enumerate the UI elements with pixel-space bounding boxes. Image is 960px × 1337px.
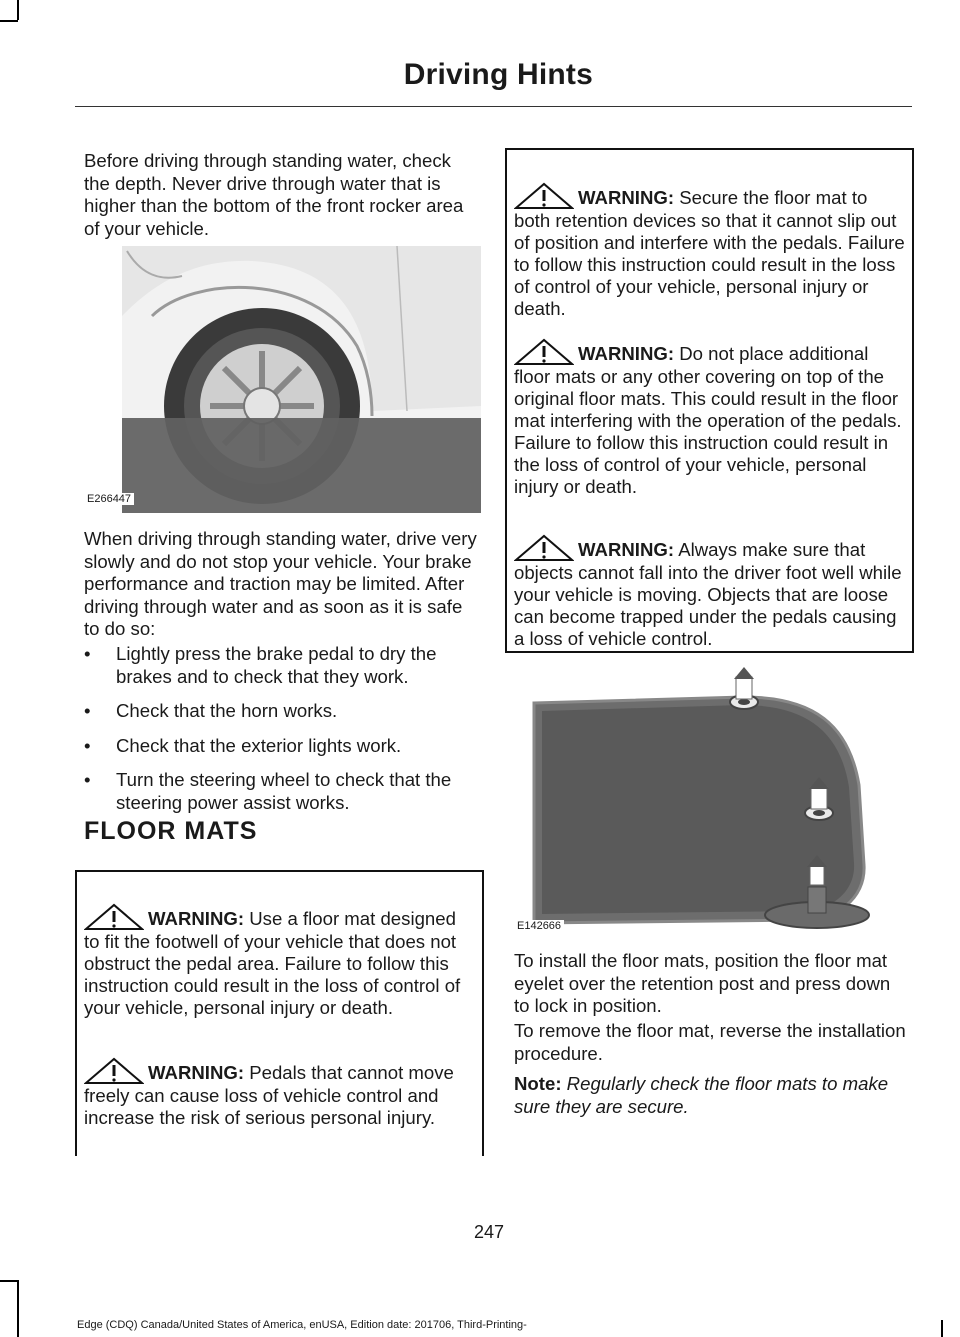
intro-paragraph: Before driving through standing water, check the depth. Never drive through water that is higher than the bottom of the front rocker area of your vehicle. (84, 150, 464, 239)
warning-additional-mats: WARNING: Do not place additional floor mats or any other covering on top of the original floor mats. This could result in the floor mat interfering with the operation of the pedals. Failure to follow this instruction could result in the loss of control of your vehicle, personal injury or death. (514, 338, 907, 498)
list-item: • Check that the exterior lights work. (84, 734, 402, 756)
standing-water-paragraph: When driving through standing water, drive very slowly and do not stop your vehicle. Your brake performance and traction may be limited. After driving through water and as soon as it is safe to do so: (84, 528, 477, 639)
page-number: 247 (474, 1222, 505, 1242)
warning-triangle-icon (84, 1057, 144, 1085)
warning-triangle-icon (514, 182, 574, 210)
warning-secure-floor-mat: WARNING: Secure the floor mat to both retention devices so that it cannot slip out of position and interfere with the pedals. Failure to follow this instruction could result in the loss of control of your vehicle, personal injury or death. (514, 182, 907, 320)
install-paragraph: To install the floor mats, position the floor mat eyelet over the retention post and press down to lock in position. (514, 950, 891, 1016)
car-wheel-illustration (122, 246, 481, 513)
crop-mark (17, 1280, 19, 1337)
list-item: • Lightly press the brake pedal to dry the brakes and to check that they work. (84, 643, 437, 687)
footer-edition-info: Edge (CDQ) Canada/United States of America, enUSA, Edition date: 201706, Third-Printing- (77, 1319, 527, 1331)
list-item: • Check that the horn works. (84, 700, 338, 721)
crop-mark (941, 1320, 943, 1337)
warning-loose-objects: WARNING: Always make sure that objects cannot fall into the driver foot well while your vehicle is moving. Objects that are loose can become trapped under the pedals causing a loss of vehicle control. (514, 534, 907, 650)
section-heading: FLOOR MATS (84, 817, 258, 845)
crop-mark (17, 0, 19, 20)
warning-triangle-icon (84, 903, 144, 931)
floor-mat-figure (514, 665, 910, 935)
figure-id-label: E266447 (84, 493, 134, 505)
floor-mat-illustration (514, 665, 910, 935)
header-divider (75, 106, 912, 107)
figure-id-label: E142666 (514, 920, 564, 932)
warning-triangle-icon (514, 338, 574, 366)
warning-floor-mat-fit: WARNING: Use a floor mat designed to fit the footwell of your vehicle that does not obstruct the pedal area. Failure to follow this instruction could result in the loss of control of your vehicle, personal injury or death. (84, 903, 476, 1019)
after-water-checklist (84, 643, 482, 826)
list-item: • Turn the steering wheel to check that the steering power assist works. (84, 769, 452, 813)
remove-paragraph: To remove the floor mat, reverse the installation procedure. (514, 1020, 906, 1064)
page-title: Driving Hints (403, 58, 593, 91)
warning-pedals: WARNING: Pedals that cannot move freely can cause loss of vehicle control and increase the risk of serious personal injury. (84, 1057, 476, 1129)
wheel-water-figure (87, 246, 481, 513)
note-paragraph: Note: Regularly check the floor mats to make sure they are secure. (514, 1073, 889, 1117)
warning-triangle-icon (514, 534, 574, 562)
crop-mark (0, 20, 18, 22)
crop-mark (0, 1280, 18, 1282)
